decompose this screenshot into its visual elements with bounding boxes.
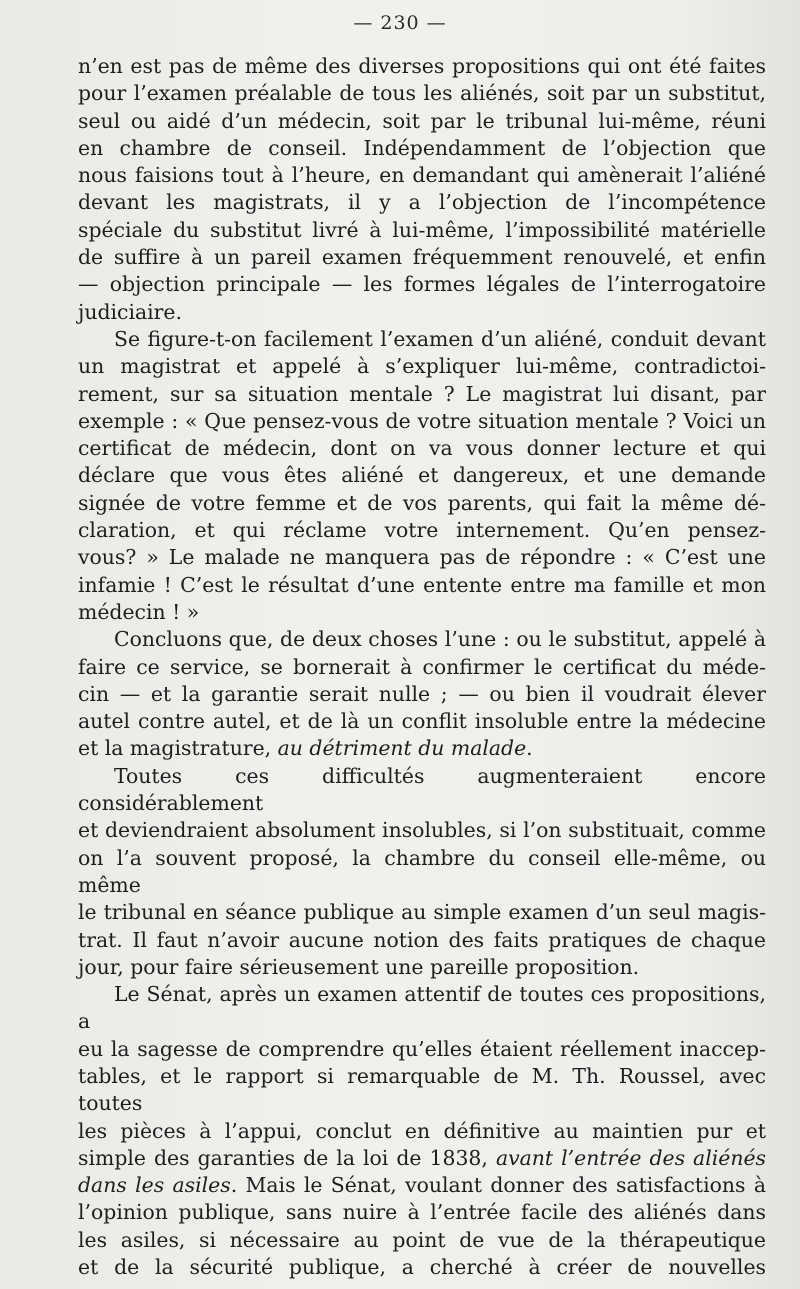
text-line: Toutes ces difficultés augmenteraient encore considérablement <box>78 763 766 816</box>
text-line: infamie ! C’est le résultat d’une entente entre ma famille et mon <box>78 572 766 597</box>
text-line: n’en est pas de même des diverses propositions qui ont été faites <box>78 54 766 78</box>
text-line: médecin ! » <box>78 599 200 624</box>
text-line <box>78 735 766 762</box>
text-line: eu la sagesse de comprendre qu’elles étaient réellement inaccep- <box>78 1036 766 1061</box>
body-text <box>78 53 766 1281</box>
text-line: un magistrat et appelé à s’expliquer lui-même, contradictoi- <box>78 354 766 379</box>
text-line: rement, sur sa situation mentale ? Le magistrat lui disant, par <box>78 381 766 406</box>
text-line: seul ou aidé d’un médecin, soit par le tribunal lui-même, réuni <box>78 108 766 133</box>
paragraph-5 <box>78 981 766 1281</box>
text-line: claration, et qui réclame votre internement. Qu’en pensez- <box>78 518 766 543</box>
text-line: devant les magistrats, il y a l’objection de l’incompétence <box>78 190 766 215</box>
text-run: simple des garanties de la loi de 1838, <box>78 1145 496 1170</box>
text-line: pour l’examen préalable de tous les aliénés, soit par un substitut, <box>78 81 766 106</box>
text-line: certificat de médecin, dont on va vous donner lecture et qui <box>78 436 766 461</box>
text-line: et de la sécurité publique, a cherché à créer de nouvelles <box>78 1255 766 1280</box>
text-line: l’opinion publique, sans nuire à l’entrée facile des aliénés dans <box>78 1200 766 1225</box>
italic-phrase: dans les asiles <box>78 1173 231 1198</box>
paragraph-3 <box>78 626 766 762</box>
paragraph-1 <box>78 53 766 326</box>
text-line <box>78 1172 766 1199</box>
text-line: — objection principale — les formes légales de l’interrogatoire <box>78 272 766 297</box>
paragraph-2 <box>78 326 766 626</box>
text-run: et la magistrature, <box>78 736 278 761</box>
text-line: on l’a souvent proposé, la chambre du conseil elle-même, ou même <box>78 845 766 897</box>
text-line: tables, et le rapport si remarquable de M. Th. Roussel, avec toutes <box>78 1063 766 1116</box>
text-line: les pièces à l’appui, conclut en définitive au maintien pur et <box>78 1118 766 1143</box>
text-line: faire ce service, se bornerait à confirmer le certificat du méde- <box>78 654 766 679</box>
text-line: exemple : « Que pensez-vous de votre situation mentale ? Voici un <box>78 408 766 433</box>
page-number: — 230 — <box>353 12 447 34</box>
text-line: et deviendraient absolument insolubles, si l’on substituait, comme <box>78 818 766 843</box>
text-line: autel contre autel, et de là un conflit insoluble entre la médecine <box>78 709 766 734</box>
text-line: de suffire à un pareil examen fréquemment renouvelé, et enfin <box>78 245 766 270</box>
italic-phrase: avant l’entrée des aliénés <box>495 1145 766 1170</box>
text-line: trat. Il faut n’avoir aucune notion des faits pratiques de chaque <box>78 927 766 952</box>
text-line: déclare que vous êtes aliéné et dangereux, et une demande <box>78 463 766 488</box>
text-line: judiciaire. <box>78 299 182 324</box>
paragraph-4 <box>78 763 766 981</box>
italic-phrase: au détriment du malade <box>277 736 527 761</box>
text-line: signée de votre femme et de vos parents, qui fait la même dé- <box>78 490 766 515</box>
text-line: Le Sénat, après un examen attentif de toutes ces propositions, a <box>78 982 766 1034</box>
text-line: Concluons que, de deux choses l’une : ou le substitut, appelé à <box>114 627 766 652</box>
text-line <box>78 1145 766 1172</box>
text-run: . Mais le Sénat, voulant donner des satisfactions à <box>230 1173 766 1198</box>
text-line: le tribunal en séance publique au simple examen d’un seul magis- <box>78 900 766 925</box>
text-run: . <box>526 736 533 761</box>
text-line: Se figure-t-on facilement l’examen d’un aliéné, conduit devant <box>114 326 766 351</box>
text-line: vous? » Le malade ne manquera pas de répondre : « C’est une <box>78 545 766 570</box>
text-line: jour, pour faire sérieusement une pareille proposition. <box>78 954 640 979</box>
text-line: nous faisions tout à l’heure, en demandant qui amènerait l’aliéné <box>78 163 766 188</box>
text-line: les asiles, si nécessaire au point de vue de la thérapeutique <box>78 1227 766 1252</box>
text-line: cin — et la garantie serait nulle ; — ou bien il voudrait élever <box>78 681 766 706</box>
text-line: en chambre de conseil. Indépendamment de l’objection que <box>78 135 766 160</box>
text-line: spéciale du substitut livré à lui-même, l’impossibilité matérielle <box>78 217 766 242</box>
